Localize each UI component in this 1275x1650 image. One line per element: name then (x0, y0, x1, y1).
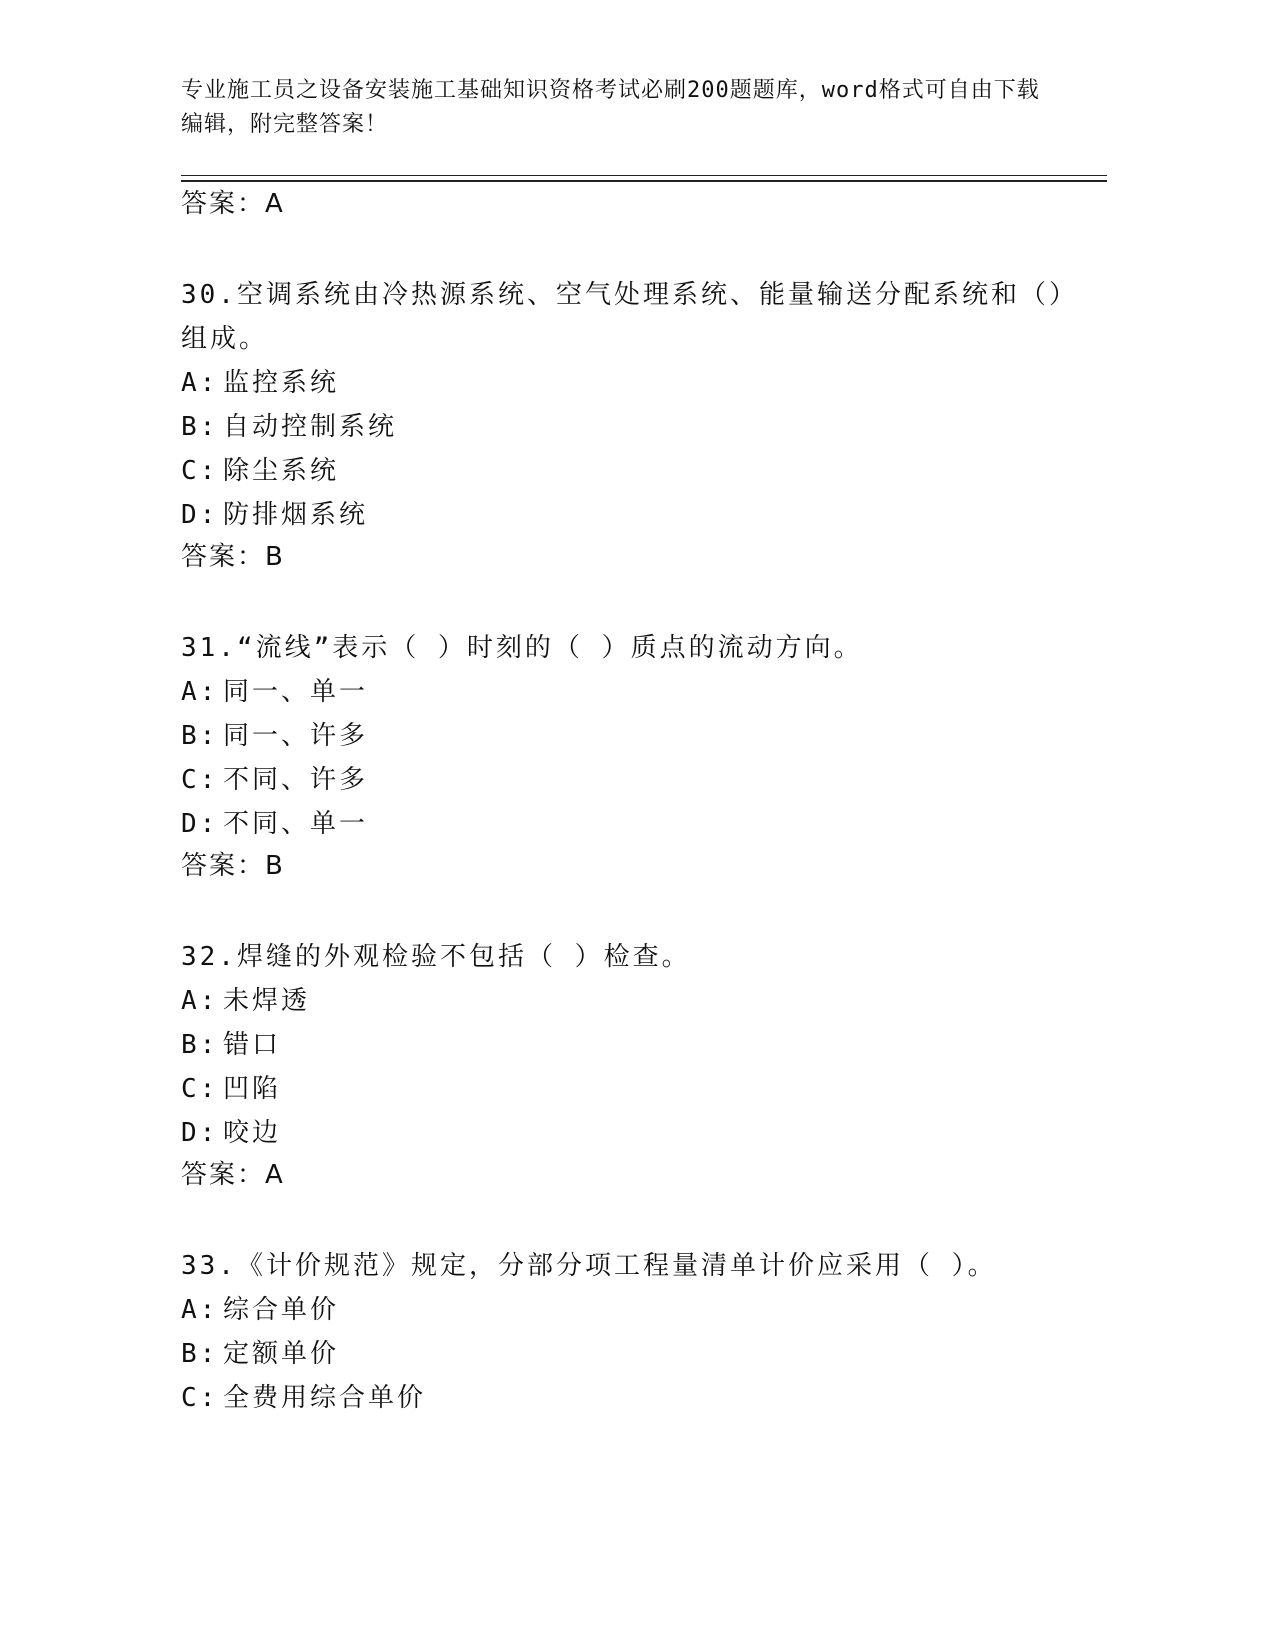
question-item (181, 1244, 1081, 1420)
answer-line: 答案：A (181, 189, 285, 219)
header-divider-thick (181, 180, 1107, 182)
option-a (181, 1288, 1081, 1332)
option-text: 凹陷 (223, 1074, 282, 1104)
option-letter: D: (181, 809, 219, 839)
option-letter: A: (181, 986, 219, 1016)
option-a (181, 979, 1081, 1023)
option-c (181, 1067, 1081, 1111)
answer-line: 答案：B (181, 851, 285, 881)
question-stem: 33.《计价规范》规定，分部分项工程量清单计价应采用（ ）。 (181, 1251, 997, 1281)
option-letter: C: (181, 456, 219, 486)
option-letter: A: (181, 1295, 219, 1325)
option-letter: B: (181, 1030, 219, 1060)
option-text: 咬边 (223, 1118, 282, 1148)
option-letter: C: (181, 1383, 219, 1413)
option-text: 定额单价 (223, 1339, 340, 1369)
question-item (181, 935, 1081, 1195)
option-text: 防排烟系统 (223, 500, 369, 530)
question-stem: 32.焊缝的外观检验不包括（ ）检查。 (181, 942, 691, 972)
option-b (181, 1023, 1081, 1067)
question-stem: 30.空调系统由冷热源系统、空气处理系统、能量输送分配系统和（）组成。 (181, 280, 1078, 354)
option-letter: D: (181, 1118, 219, 1148)
answer-line: 答案：B (181, 542, 285, 572)
question-stem: 31.“流线”表示（ ）时刻的（ ）质点的流动方向。 (181, 633, 863, 663)
question-item (181, 626, 1081, 886)
option-letter: A: (181, 368, 219, 398)
option-letter: A: (181, 677, 219, 707)
option-text: 全费用综合单价 (223, 1383, 427, 1413)
option-text: 综合单价 (223, 1295, 340, 1325)
option-letter: B: (181, 1339, 219, 1369)
option-text: 监控系统 (223, 368, 340, 398)
option-text: 自动控制系统 (223, 412, 398, 442)
option-c (181, 1376, 1081, 1420)
option-b (181, 1332, 1081, 1376)
option-text: 除尘系统 (223, 456, 340, 486)
option-text: 同一、许多 (223, 721, 369, 751)
question-item (181, 273, 1081, 577)
option-d (181, 493, 1081, 537)
option-letter: C: (181, 1074, 219, 1104)
option-d (181, 802, 1081, 846)
option-text: 未焊透 (223, 986, 311, 1016)
option-letter: B: (181, 721, 219, 751)
option-c (181, 449, 1081, 493)
option-text: 错口 (223, 1030, 282, 1060)
header-divider-thin (181, 175, 1107, 176)
option-c (181, 758, 1081, 802)
option-text: 不同、单一 (223, 809, 369, 839)
option-a (181, 361, 1081, 405)
document-header: 专业施工员之设备安装施工基础知识资格考试必刷200题题库，word格式可自由下载编辑，附完整答案！ (181, 78, 1040, 137)
option-a (181, 670, 1081, 714)
option-d (181, 1111, 1081, 1155)
question-list (181, 184, 1081, 1420)
option-letter: D: (181, 500, 219, 530)
option-text: 不同、许多 (223, 765, 369, 795)
option-text: 同一、单一 (223, 677, 369, 707)
option-letter: C: (181, 765, 219, 795)
option-letter: B: (181, 412, 219, 442)
option-b (181, 714, 1081, 758)
option-b (181, 405, 1081, 449)
answer-line: 答案：A (181, 1160, 285, 1190)
